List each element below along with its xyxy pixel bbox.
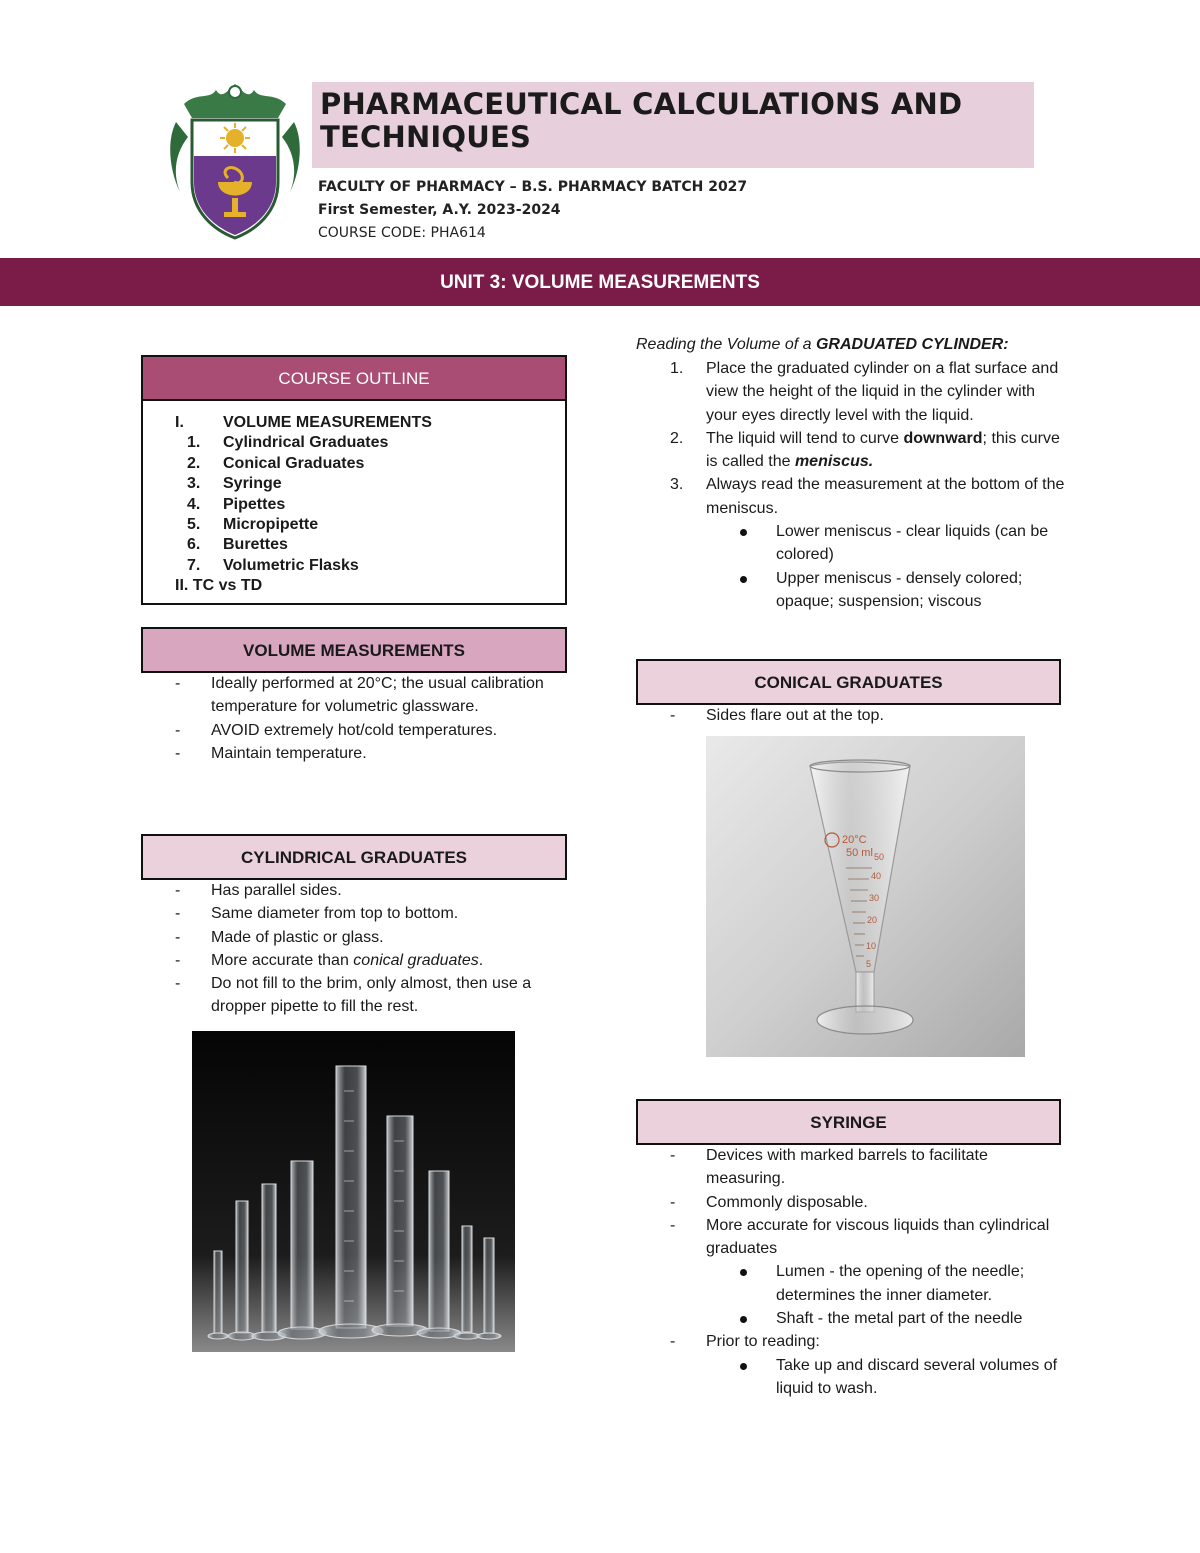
document-title-banner [312, 82, 1034, 168]
conical-mark: 10 [866, 941, 877, 951]
outline-item: 6. Burettes [187, 536, 288, 554]
cylindrical-graduates-heading: CYLINDRICAL GRADUATES [240, 848, 468, 867]
syringe-header [636, 1099, 1061, 1145]
list-item: - Maintain temperature. [175, 744, 367, 762]
list-item: - Has parallel sides. [175, 882, 342, 899]
volume-measurements-heading: VOLUME MEASUREMENTS [243, 641, 465, 660]
list-item: Take up and discard several volumes of liquid to wash. [636, 1354, 1066, 1401]
outline-item: 3. Syringe [187, 475, 282, 493]
faculty-line: FACULTY OF PHARMACY – B.S. PHARMACY BATCH 2027 [318, 179, 748, 195]
outline-item: 1. Cylindrical Graduates [187, 434, 389, 452]
list-item: 2. The liquid will tend to curve downward; this curve is called the meniscus. [670, 429, 1060, 471]
conical-graduates-list [636, 704, 1066, 727]
list-item: Lumen - the opening of the needle; determines the inner diameter. [636, 1260, 1066, 1307]
unit-banner [0, 258, 1200, 306]
list-item: - Same diameter from top to bottom. [175, 905, 459, 923]
outline-item: 4. Pipettes [187, 495, 286, 513]
volume-measurements-list [141, 672, 571, 765]
list-item: - More accurate for viscous liquids than cylindrical graduates [670, 1216, 1050, 1258]
course-outline-list [175, 413, 432, 597]
semester-line: First Semester, A.Y. 2023-2024 [318, 202, 561, 218]
list-item: - Do not fill to the brim, only almost, then use a dropper pipette to fill the rest. [175, 975, 532, 1016]
list-item: 1. Place the graduated cylinder on a flat surface and view the height of the liquid in the cylinder with your eyes directly level with the liquid. [670, 360, 1059, 424]
syringe-list [636, 1144, 1066, 1400]
reading-intro: Reading the Volume of a GRADUATED CYLINDER: [636, 336, 1009, 353]
list-item: Lower meniscus - clear liquids (can be colored) [636, 520, 1066, 567]
conical-mark: 50 [874, 852, 885, 862]
conical-mark: 30 [869, 893, 880, 903]
faculty-crest-logo [166, 82, 304, 242]
conical-mark: 20 [867, 915, 878, 925]
syringe-heading: SYRINGE [810, 1113, 887, 1132]
conical-mark: 50 ml [846, 847, 873, 859]
outline-item: 5. Micropipette [187, 515, 319, 533]
course-outline-header [143, 357, 565, 401]
document-title: PHARMACEUTICAL CALCULATIONS AND TECHNIQUES [320, 87, 963, 154]
list-item: - More accurate than conical graduates. [175, 951, 484, 969]
list-item: - Prior to reading: [670, 1333, 820, 1351]
volume-measurements-header [141, 627, 567, 673]
list-item: 3. Always read the measurement at the bottom of the meniscus. [670, 476, 1065, 517]
list-item: - AVOID extremely hot/cold temperatures. [175, 721, 498, 739]
cylindrical-graduates-photo [192, 1031, 515, 1352]
list-item: - Commonly disposable. [670, 1193, 868, 1211]
cylindrical-graduates-header [141, 834, 567, 880]
outline-item: 7. Volumetric Flasks [187, 556, 359, 574]
conical-mark: 5 [866, 959, 872, 969]
conical-mark: 40 [871, 871, 882, 881]
list-item: - Ideally performed at 20°C; the usual calibration temperature for volumetric glassware. [175, 675, 544, 716]
outline-item: 2. Conical Graduates [187, 454, 365, 472]
list-item: - Sides flare out at the top. [670, 707, 884, 724]
conical-mark: 20°C [842, 834, 867, 846]
list-item: - Made of plastic or glass. [175, 928, 384, 946]
list-item: - Devices with marked barrels to facilitate measuring. [670, 1147, 988, 1188]
conical-graduates-header [636, 659, 1061, 705]
course-outline-box [141, 355, 567, 605]
conical-graduate-photo [706, 736, 1025, 1057]
course-outline-heading: COURSE OUTLINE [278, 369, 430, 388]
list-item: Upper meniscus - densely colored; opaque; suspension; viscous [636, 567, 1066, 614]
reading-steps-list [636, 357, 1066, 613]
outline-item: II. TC vs TD [175, 577, 263, 595]
course-code: COURSE CODE: PHA614 [318, 225, 486, 241]
cylindrical-graduates-list [141, 879, 571, 1019]
unit-title: UNIT 3: VOLUME MEASUREMENTS [440, 272, 760, 293]
outline-item: I. VOLUME MEASUREMENTS [175, 414, 432, 431]
conical-graduates-heading: CONICAL GRADUATES [754, 673, 943, 692]
list-item: Shaft - the metal part of the needle [636, 1307, 1066, 1330]
